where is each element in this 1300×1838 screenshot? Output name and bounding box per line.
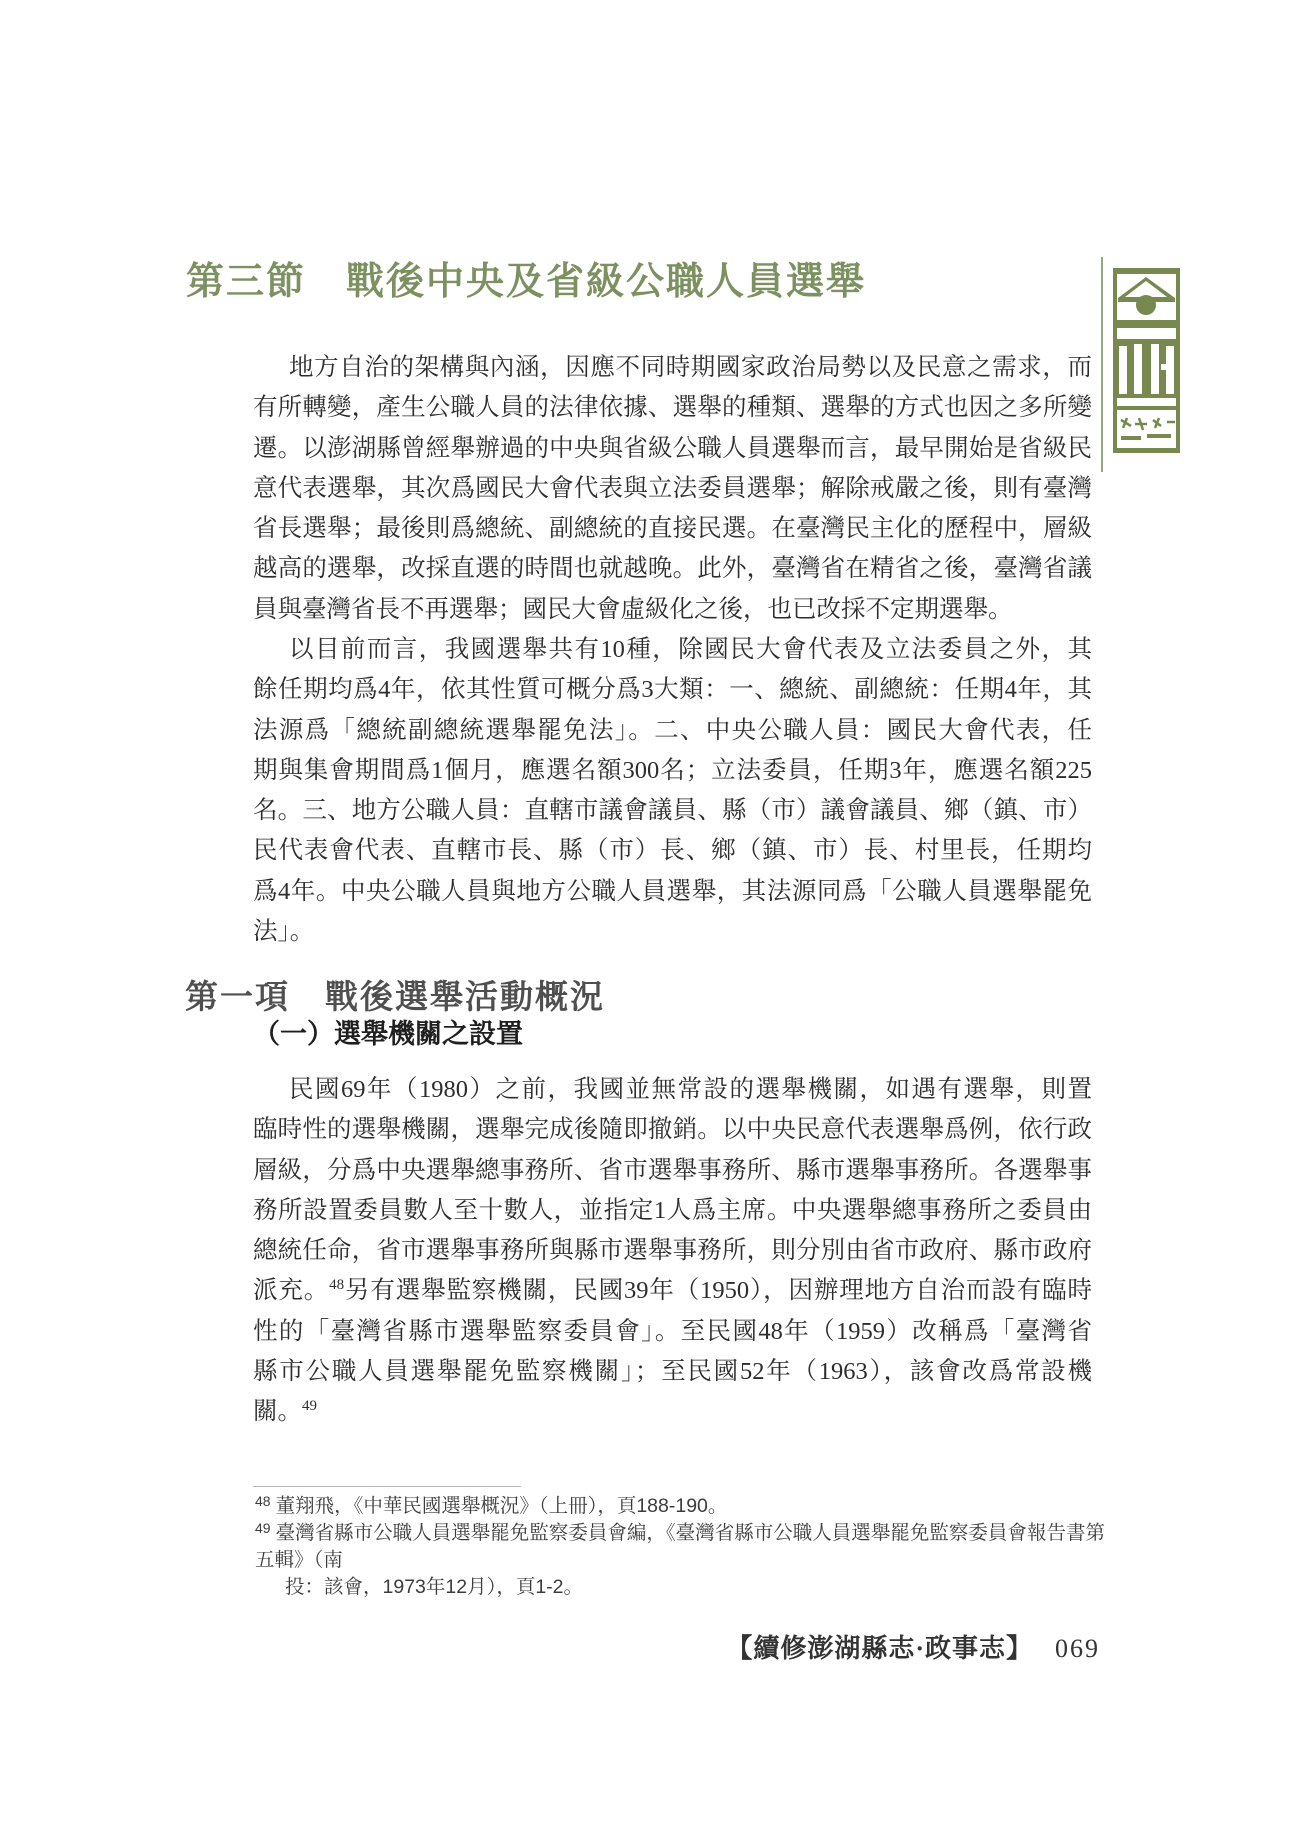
text-line: 名。三、地方公職人員：直轄市議會議員、縣（市）議會議員、鄉（鎮、市） <box>253 797 1092 825</box>
text-line: 越高的選舉，改採直選的時間也就越晚。此外，臺灣省在精省之後，臺灣省議 <box>253 555 1092 583</box>
subsection-heading: 第一項 戰後選舉活動概況 <box>185 978 605 1015</box>
text-line: 爲4年。中央公職人員與地方公職人員選舉，其法源同爲「公職人員選舉罷免 <box>253 877 1092 905</box>
text-line: 法」。 <box>253 918 315 946</box>
text-line: 餘任期均爲4年，依其性質可概分爲3大類：一、總統、副總統：任期4年，其 <box>253 676 1092 704</box>
ornament-divider-line <box>1101 257 1103 472</box>
text-line: 員與臺灣省長不再選舉；國民大會虛級化之後，也已改採不定期選舉。 <box>253 595 1013 623</box>
text-line: 省長選舉；最後則爲總統、副總統的直接民選。在臺灣民主化的歷程中，層級 <box>253 515 1092 543</box>
footnotes <box>255 1493 1105 1601</box>
text-line: 縣市公職人員選舉罷免監察機關」；至民國52年（1963），該會改爲常設機 <box>253 1358 1092 1386</box>
temple-illustration-icon <box>1113 268 1180 453</box>
paragraph-local-autonomy-overview <box>253 348 1092 630</box>
page-footer <box>726 1628 1100 1665</box>
text-line: 地方自治的架構與內涵，因應不同時期國家政治局勢以及民意之需求，而 <box>289 354 1092 381</box>
page-number: 069 <box>1055 1634 1100 1663</box>
footnote: $^{48}$ 董翔飛，《中華民國選舉概況》（上冊），頁188-190。 <box>255 1493 728 1517</box>
footnote-number: 49 <box>255 1520 271 1536</box>
text-line: 民國69年（1980）之前，我國並無常設的選舉機關，如遇有選舉，則置 <box>289 1076 1092 1103</box>
text-line: 法源爲「總統副總統選舉罷免法」。二、中央公職人員：國民大會代表，任 <box>253 716 1092 744</box>
text-line: 意代表選舉，其次爲國民大會代表與立法委員選舉；解除戒嚴之後，則有臺灣 <box>253 474 1092 502</box>
paragraph-election-agencies <box>253 1070 1092 1433</box>
text-line: 層級，分爲中央選舉總事務所、省市選舉事務所、縣市選舉事務所。各選舉事 <box>253 1156 1092 1184</box>
footnote-ref: 49 <box>302 1398 317 1415</box>
footnote-number: 48 <box>255 1493 271 1509</box>
item-heading: （一）選舉機關之設置 <box>253 1019 523 1049</box>
text-line: 遷。以澎湖縣曾經舉辦過的中央與省級公職人員選舉而言，最早開始是省級民 <box>253 434 1092 462</box>
text-line: 關。$^{49}$ <box>253 1398 317 1426</box>
text-line: 派充。$^{48}$另有選舉監察機關，民國39年（1950），因辦理地方自治而設有臨時 <box>253 1277 1092 1305</box>
text-line: 性的「臺灣省縣市選舉監察委員會」。至民國48年（1959）改稱爲「臺灣省 <box>253 1317 1092 1345</box>
text-line: 臨時性的選舉機關，選舉完成後隨即撤銷。以中央民意代表選舉爲例，依行政 <box>253 1116 1092 1144</box>
text-line: 總統任命，省市選舉事務所與縣市選舉事務所，則分別由省市政府、縣市政府 <box>253 1237 1092 1265</box>
text-line: 有所轉變，產生公職人員的法律依據、選舉的種類、選舉的方式也因之多所變 <box>253 394 1092 422</box>
footnote-ref: 48 <box>329 1277 345 1294</box>
book-title-label: 【續修澎湖縣志·政事志】 <box>726 1634 1033 1663</box>
footnote-continuation: 投：該會，1973年12月），頁1-2。 <box>285 1576 584 1598</box>
temple-ornament-image <box>1113 268 1180 453</box>
text-line: 務所設置委員數人至十數人，並指定1人爲主席。中央選舉總事務所之委員由 <box>253 1196 1092 1224</box>
footnote-separator-line <box>253 1486 521 1487</box>
text-line: 民代表會代表、直轄市長、縣（市）長、鄉（鎮、市）長、村里長，任期均 <box>253 837 1092 865</box>
text-line: 以目前而言，我國選舉共有10種，除國民大會代表及立法委員之外，其 <box>289 636 1092 663</box>
section-title: 第三節 戰後中央及省級公職人員選舉 <box>186 261 867 303</box>
footnote: $^{49}$ 臺灣省縣市公職人員選舉罷免監察委員會編，《臺灣省縣市公職人員選舉罷免監察委員會報告書第五輯》（南 <box>255 1520 1105 1571</box>
text-line: 期與集會期間爲1個月，應選名額300名；立法委員，任期3年，應選名額225 <box>253 756 1092 784</box>
paragraph-current-election-types <box>253 630 1092 952</box>
